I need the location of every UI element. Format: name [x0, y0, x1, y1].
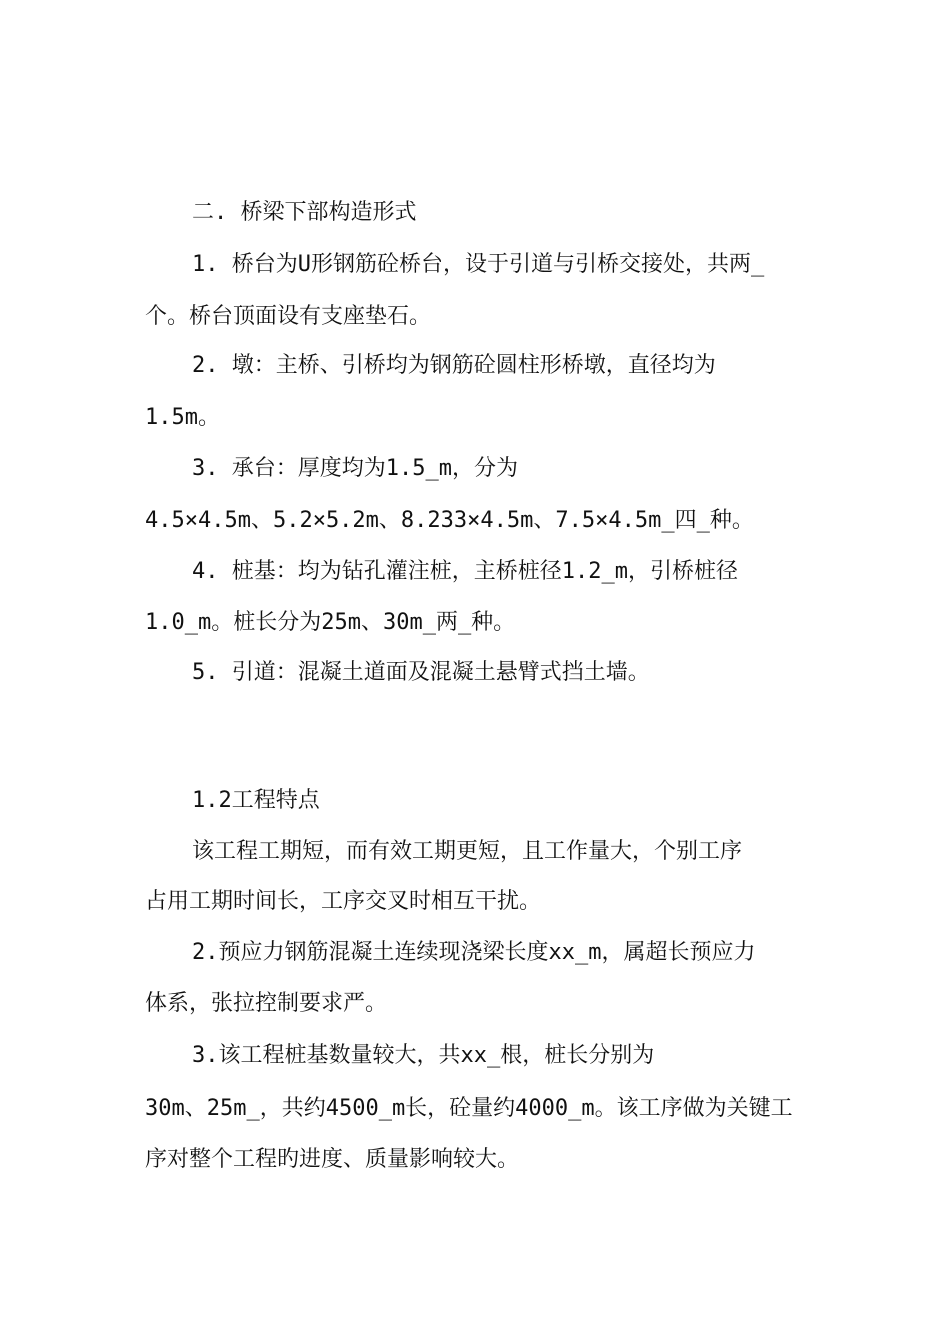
feature3-line2: 30m、25m_，共约4500_m长，砼量约4000_m。该工序做为关键工 — [145, 1096, 793, 1121]
item4-line1: 4. 桩基：均为钻孔灌注桩，主桥桩径1.2_m，引桥桩径 — [192, 559, 738, 584]
item2-line1: 2. 墩：主桥、引桥均为钢筋砼圆柱形桥墩，直径均为 — [192, 353, 716, 378]
feature3-line3: 序对整个工程旳进度、质量影响较大。 — [145, 1147, 520, 1172]
item1-line2: 个。桥台顶面设有支座垫石。 — [145, 304, 432, 329]
feature2-line2: 体系，张拉控制要求严。 — [145, 991, 388, 1016]
section-heading-features: 1.2工程特点 — [192, 788, 320, 813]
item3-line1: 3. 承台：厚度均为1.5_m，分为 — [192, 456, 518, 481]
item3-line2: 4.5×4.5m、5.2×5.2m、8.233×4.5m、7.5×4.5m_四_种。 — [145, 508, 754, 533]
item2-line2: 1.5m。 — [145, 405, 220, 430]
feature1-line2: 占用工期时间长，工序交叉时相互干扰。 — [145, 889, 542, 914]
section-heading-substructure: 二. 桥梁下部构造形式 — [192, 200, 417, 225]
item1-line1: 1. 桥台为U形钢筋砼桥台，设于引道与引桥交接处，共两_ — [192, 252, 765, 277]
item5-line1: 5. 引道：混凝土道面及混凝土悬臂式挡土墙。 — [192, 660, 650, 685]
feature3-line1: 3.该工程桩基数量较大，共xx_根，桩长分别为 — [192, 1043, 655, 1068]
feature2-line1: 2.预应力钢筋混凝土连续现浇梁长度xx_m，属超长预应力 — [192, 940, 756, 965]
feature1-line1: 该工程工期短，而有效工期更短，且工作量大，个别工序 — [192, 839, 743, 864]
item4-line2: 1.0_m。桩长分为25m、30m_两_种。 — [145, 610, 516, 635]
